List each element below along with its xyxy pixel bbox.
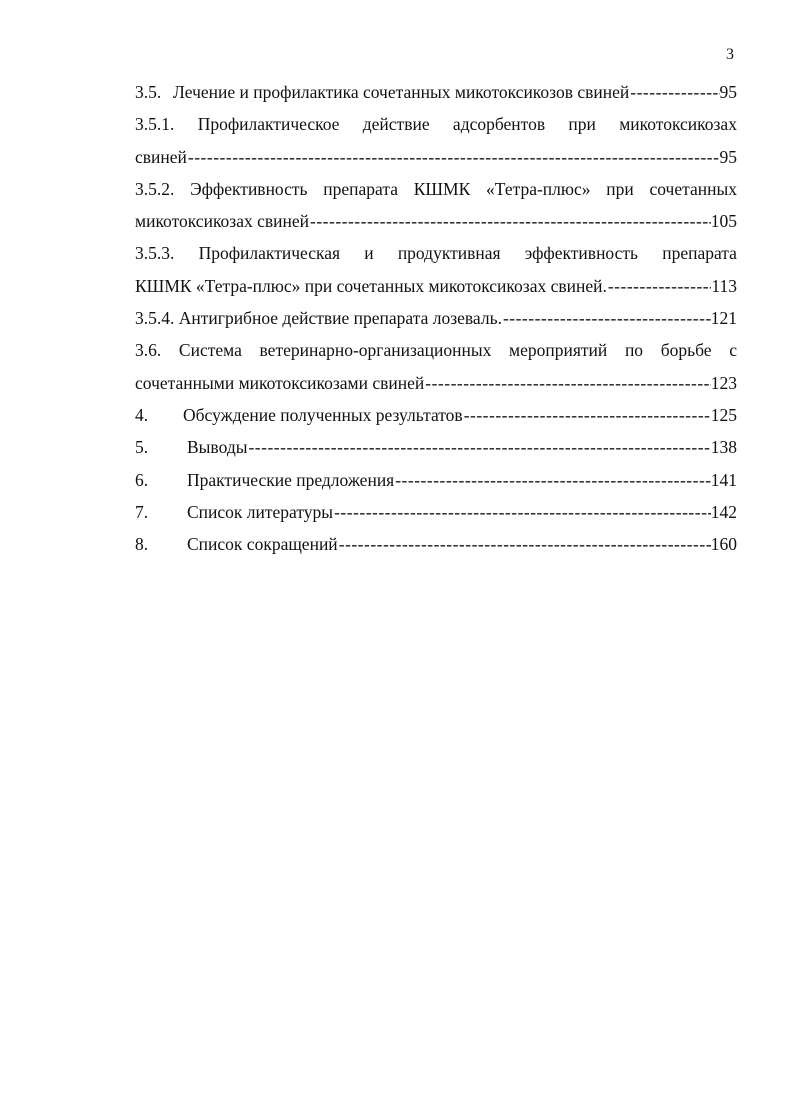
toc-word: адсорбентов [452, 114, 546, 135]
toc-entry-title: микотоксикозах свиней [135, 211, 310, 232]
toc-word: 3.5.3. [135, 243, 175, 264]
toc-entry-3-6-line-2 [135, 367, 737, 399]
toc-entry-number: 3.5. [135, 82, 162, 102]
toc-word: сочетанных [649, 178, 737, 199]
toc-entry-3-5-3-line-1 [135, 237, 737, 269]
toc-entry-6 [135, 464, 737, 496]
toc-entry-page: 123 [710, 372, 737, 393]
toc-entry-page: 125 [710, 404, 737, 425]
toc-entry-page: 105 [710, 211, 737, 232]
toc-leader [630, 76, 719, 108]
toc-entry-page: 142 [710, 501, 737, 522]
page-number: 3 [726, 46, 734, 63]
toc-entry-title: сочетанными микотоксикозами свиней [135, 372, 425, 393]
toc-entry-3-5-2-line-2 [135, 205, 737, 237]
toc-entry-page: 160 [710, 534, 737, 555]
toc-entry-title: Список литературы [187, 501, 334, 522]
toc-word: КШМК [413, 178, 471, 199]
toc-leader [334, 496, 711, 528]
toc-entry-page: 113 [711, 275, 737, 296]
toc-entry-title: свиней [135, 146, 187, 167]
toc-word: по [624, 340, 644, 361]
toc-entry-page: 121 [710, 308, 737, 329]
toc-entry-number: 8. [135, 534, 149, 555]
toc-word: препарата [662, 243, 737, 264]
toc-leader [464, 399, 711, 431]
toc-entry-3-6-line-1 [135, 334, 737, 366]
toc-entry-title: Обсуждение полученных результатов [183, 404, 463, 425]
toc-word: действие [362, 114, 430, 135]
toc-entry-3-5-3-line-2 [135, 270, 737, 302]
toc-leader [188, 141, 720, 173]
toc-entry-page: 141 [710, 469, 737, 490]
toc-leader [310, 205, 711, 237]
toc-word: и [364, 243, 374, 264]
toc-word: 3.5.2. [135, 178, 175, 199]
toc-entry-page: 138 [710, 437, 737, 458]
toc-entry-7 [135, 496, 737, 528]
toc-entry-8 [135, 528, 737, 560]
toc-word: препарата [323, 178, 398, 199]
toc-word: Система [178, 340, 242, 361]
toc-entry-3-5-1-line-1 [135, 108, 737, 140]
toc-entry-page: 95 [719, 146, 737, 167]
toc-word: Профилактическое [197, 114, 340, 135]
toc-entry-3-5 [135, 76, 737, 108]
toc-word: Эффективность [190, 178, 308, 199]
toc-word: микотоксикозах [619, 114, 737, 135]
toc-word: 3.6. [135, 340, 162, 361]
toc-word: при [606, 178, 634, 199]
toc-entry-3-5-1-line-2 [135, 141, 737, 173]
toc-leader [608, 270, 712, 302]
toc-entry-number: 4. [135, 404, 149, 425]
toc-entry-5 [135, 431, 737, 463]
toc-leader [339, 528, 711, 560]
toc-entry-title: 3.5.4. Антигрибное действие препарата лозеваль. [135, 308, 502, 329]
toc-entry-number: 6. [135, 469, 149, 490]
table-of-contents [135, 76, 737, 560]
toc-entry-3-5-4 [135, 302, 737, 334]
toc-word: Профилактическая [198, 243, 341, 264]
toc-entry-title: КШМК «Тетра-плюс» при сочетанных микотоксикозах свиней. [135, 275, 607, 296]
toc-entry-3-5-2-line-1 [135, 173, 737, 205]
toc-word: 3.5.1. [135, 114, 175, 135]
toc-word: мероприятий [509, 340, 608, 361]
toc-word: продуктивная [397, 243, 501, 264]
toc-entry-title: Лечение и профилактика сочетанных микотоксикозов свиней [173, 82, 630, 102]
toc-word: борьбе [660, 340, 712, 361]
toc-leader [503, 302, 711, 334]
toc-word: ветеринарно-организационных [259, 340, 492, 361]
toc-entry-title: Практические предложения [187, 469, 395, 490]
toc-word: «Тетра-плюс» [486, 178, 591, 199]
toc-leader [425, 367, 710, 399]
toc-entry-page: 95 [719, 82, 737, 102]
toc-entry-4 [135, 399, 737, 431]
toc-entry-title: Выводы [187, 437, 248, 458]
toc-leader [395, 464, 711, 496]
toc-word: эффективность [524, 243, 639, 264]
toc-word: при [568, 114, 596, 135]
toc-entry-number: 5. [135, 437, 149, 458]
toc-entry-title: Список сокращений [187, 534, 338, 555]
toc-entry-number: 7. [135, 501, 149, 522]
toc-leader [248, 431, 710, 463]
toc-word: с [729, 340, 737, 361]
